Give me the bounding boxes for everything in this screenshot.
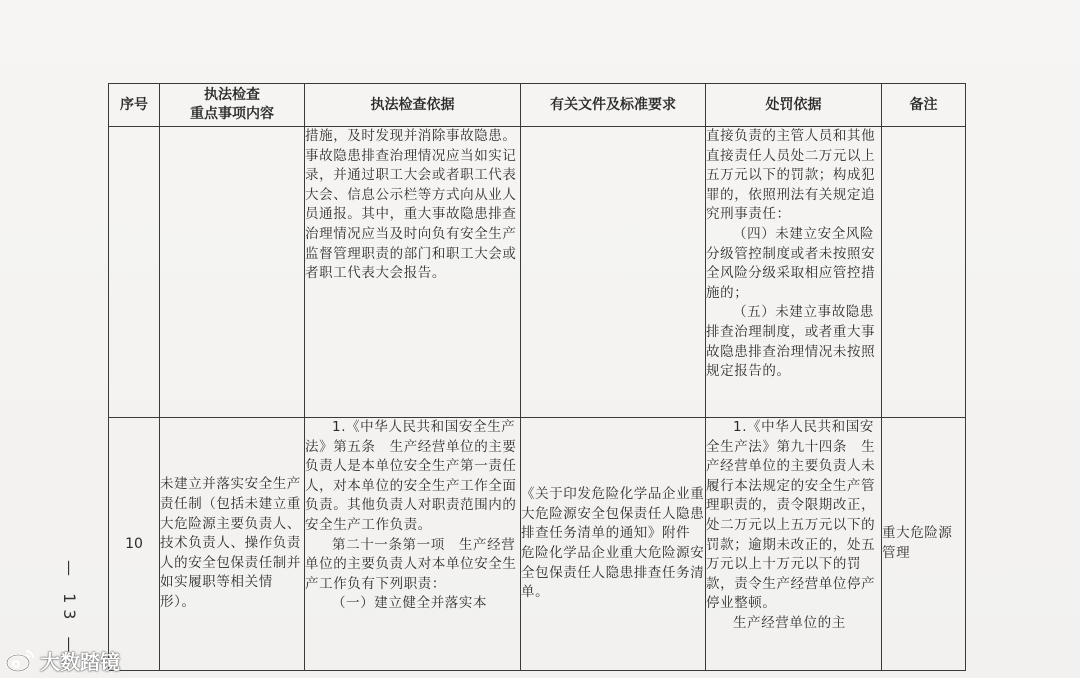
row1-basis bbox=[305, 127, 521, 418]
row1-penalty-p1: 直接负责的主管人员和其他直接责任人员处二万元以上五万元以下的罚款；构成犯罪的，依照刑法有关规定追究刑事责任： bbox=[706, 128, 876, 223]
header-penalty: 处罚依据 bbox=[706, 84, 882, 127]
header-item bbox=[160, 84, 305, 127]
row1-penalty-p2: （四）未建立安全风险分级管控制度或者未按照安全风险分级采取相应管控措施的； bbox=[706, 225, 876, 301]
row1-seq bbox=[109, 127, 160, 418]
table-row bbox=[109, 418, 966, 671]
row1-penalty bbox=[706, 127, 882, 418]
row1-docs bbox=[521, 127, 706, 418]
row2-penalty-p2: 生产经营单位的主 bbox=[733, 614, 846, 631]
row2-seq: 10 bbox=[109, 418, 160, 671]
row2-docs: 《关于印发危险化学品企业重大危险源安全包保责任人隐患排查任务清单的通知》附件 危险化学品企业重大危险源安全包保责任人隐患排查任务清单。 bbox=[521, 418, 706, 671]
table-header-row bbox=[109, 84, 966, 127]
row2-item: 未建立并落实安全生产责任制（包括未建立重大危险源主要负责人、技术负责人、操作负责人的安全包保责任制并如实履职等相关情形）。 bbox=[160, 418, 305, 671]
header-seq: 序号 bbox=[109, 84, 160, 127]
row2-basis bbox=[305, 418, 521, 671]
row1-remark bbox=[882, 127, 966, 418]
row2-penalty bbox=[706, 418, 882, 671]
header-item-label: 执法检查 重点事项内容 bbox=[190, 87, 274, 122]
header-docs: 有关文件及标准要求 bbox=[521, 84, 706, 127]
row2-penalty-p1: 1.《中华人民共和国安全生产法》第九十四条 生产经营单位的主要负责人未履行本法规定的安全生产管理职责的，责令限期改正，处二万元以上五万元以下的罚款；逾期未改正的，处五万元以上十万元以下的罚款，责令生产经营单位停产停业整顿。 bbox=[706, 419, 876, 612]
watermark bbox=[4, 646, 120, 674]
header-basis: 执法检查依据 bbox=[305, 84, 521, 127]
row2-basis-p3: （一）建立健全并落实本 bbox=[332, 595, 488, 612]
page-number: — 13 — bbox=[60, 560, 79, 659]
table-row bbox=[109, 127, 966, 418]
row2-basis-p1: 1.《中华人民共和国安全生产法》第五条 生产经营单位的主要负责人是本单位安全生产第一责任人，对本单位的安全生产工作全面负责。其他负责人对职责范围内的安全生产工作负责。 bbox=[305, 419, 517, 533]
row2-basis-p2: 第二十一条第一项 生产经营单位的主要负责人对本单位安全生产工作负有下列职责： bbox=[305, 536, 517, 592]
watermark-text: 大数踏镜 bbox=[40, 649, 120, 674]
header-remark: 备注 bbox=[882, 84, 966, 127]
row1-basis-text: 措施，及时发现并消除事故隐患。事故隐患排查治理情况应当如实记录，并通过职工大会或者职工代表大会、信息公示栏等方式向从业人员通报。其中，重大事故隐患排查治理情况应当及时向负有安全生产监督管理职责的部门和职工大会或者职工代表大会报告。 bbox=[305, 128, 517, 282]
row1-item bbox=[160, 127, 305, 418]
weibo-logo-icon bbox=[4, 647, 36, 673]
row2-remark: 重大危险源管理 bbox=[882, 418, 966, 671]
row1-penalty-p3: （五）未建立事故隐患排查治理制度，或者重大事故隐患排查治理情况未按照规定报告的。 bbox=[706, 304, 876, 380]
enforcement-table bbox=[108, 83, 966, 671]
